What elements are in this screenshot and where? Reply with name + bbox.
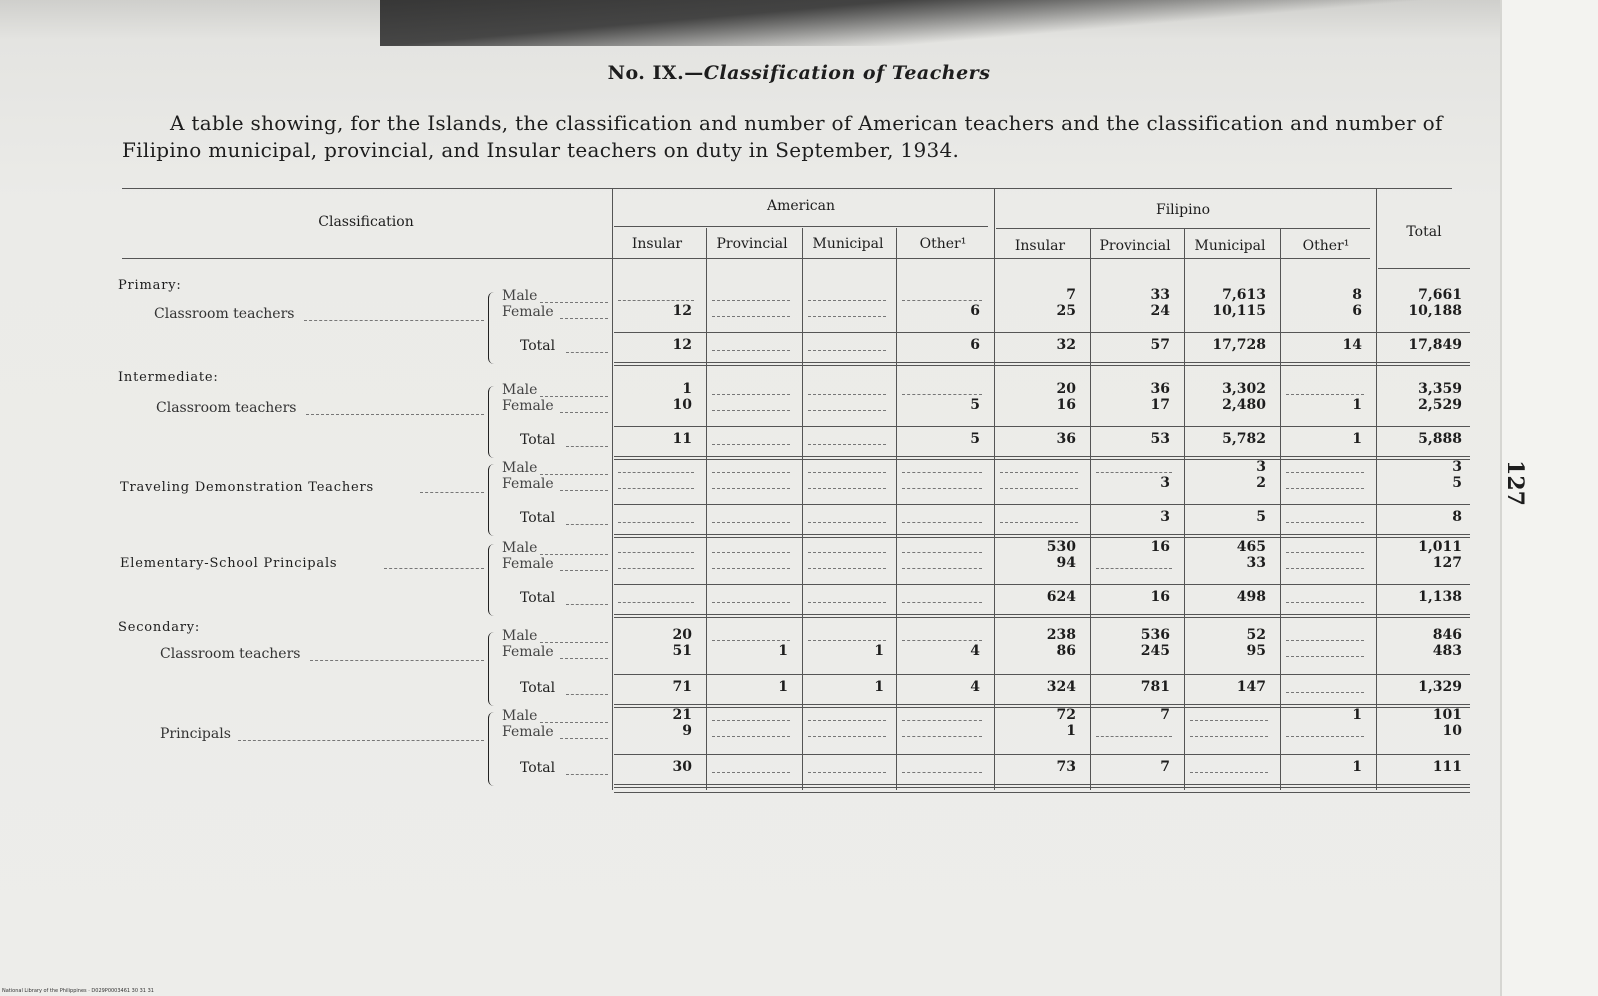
value-cell: 6	[970, 337, 980, 353]
empty-cell-dots	[1286, 692, 1364, 693]
empty-cell-dots	[1286, 736, 1364, 737]
value-cell: 5,888	[1418, 431, 1462, 447]
value-cell: 536	[1140, 627, 1170, 643]
value-cell: 1	[874, 643, 884, 659]
group-end-rule	[614, 704, 1470, 705]
empty-cell-dots	[712, 552, 790, 553]
empty-cell-dots	[902, 394, 982, 395]
value-cell: 16	[1150, 539, 1170, 555]
row-brace	[488, 544, 497, 616]
empty-cell-dots	[902, 488, 982, 489]
value-cell: 624	[1046, 589, 1076, 605]
section-heading-elementary: Elementary-School Principals	[120, 556, 338, 571]
total-header-rule	[1378, 268, 1470, 269]
table-bottom-rule	[614, 792, 1470, 793]
section-heading-secondary: Secondary:	[118, 620, 201, 635]
value-cell: 5	[1256, 509, 1266, 525]
value-cell: 7	[1066, 287, 1076, 303]
value-cell: 51	[672, 643, 692, 659]
row-label-male: Male	[502, 540, 538, 556]
value-cell: 1	[778, 679, 788, 695]
empty-cell-dots	[1096, 472, 1172, 473]
empty-cell-dots	[712, 350, 790, 351]
empty-cell-dots	[712, 488, 790, 489]
column-divider-am-0	[706, 228, 707, 790]
value-cell: 3	[1256, 459, 1266, 475]
value-cell: 36	[1150, 381, 1170, 397]
value-cell: 73	[1056, 759, 1076, 775]
empty-cell-dots	[712, 602, 790, 603]
value-cell: 10	[1442, 723, 1462, 739]
empty-cell-dots	[808, 316, 886, 317]
empty-cell-dots	[808, 640, 886, 641]
empty-cell-dots	[808, 522, 886, 523]
footer-note: National Library of the Philippines · D029P0003461 30 31 31	[2, 988, 154, 994]
value-cell: 1	[874, 679, 884, 695]
value-cell: 3	[1452, 459, 1462, 475]
value-cell: 8	[1452, 509, 1462, 525]
value-cell: 846	[1432, 627, 1462, 643]
row-brace	[488, 386, 497, 458]
value-cell: 32	[1056, 337, 1076, 353]
leader-dots	[238, 740, 484, 741]
value-cell: 17,849	[1408, 337, 1462, 353]
scan-edge-shadow	[380, 0, 1598, 46]
value-cell: 36	[1056, 431, 1076, 447]
page-number: 127	[1501, 460, 1528, 506]
value-cell: 781	[1140, 679, 1170, 695]
value-cell: 1,138	[1418, 589, 1462, 605]
row-label-total: Total	[520, 432, 556, 448]
row-label-male: Male	[502, 708, 538, 724]
empty-cell-dots	[808, 772, 886, 773]
column-divider-fil-2	[1280, 228, 1281, 790]
empty-cell-dots	[808, 410, 886, 411]
leader-dots	[540, 474, 608, 475]
value-cell: 1	[1352, 759, 1362, 775]
value-cell: 1	[1352, 397, 1362, 413]
sub-label-principals: Principals	[160, 726, 231, 742]
value-cell: 16	[1150, 589, 1170, 605]
section-heading-intermediate: Intermediate:	[118, 370, 219, 385]
empty-cell-dots	[808, 444, 886, 445]
value-cell: 5,782	[1222, 431, 1266, 447]
leader-dots	[560, 738, 608, 739]
empty-cell-dots	[1190, 736, 1268, 737]
row-label-female: Female	[502, 304, 554, 320]
value-cell: 10	[672, 397, 692, 413]
empty-cell-dots	[902, 552, 982, 553]
header-american-col: Insular	[631, 236, 683, 252]
header-classification: Classification	[318, 214, 414, 230]
empty-cell-dots	[808, 568, 886, 569]
leader-dots	[306, 414, 484, 415]
value-cell: 147	[1236, 679, 1266, 695]
empty-cell-dots	[1286, 640, 1364, 641]
leader-dots	[560, 570, 608, 571]
value-cell: 2	[1256, 475, 1266, 491]
value-cell: 71	[672, 679, 692, 695]
value-cell: 10,115	[1212, 303, 1266, 319]
group-end-rule-double	[614, 787, 1470, 788]
value-cell: 1	[778, 643, 788, 659]
empty-cell-dots	[1286, 656, 1364, 657]
empty-cell-dots	[808, 488, 886, 489]
header-filipino-col: Other¹	[1302, 238, 1350, 254]
value-cell: 3,359	[1418, 381, 1462, 397]
empty-cell-dots	[808, 300, 886, 301]
value-cell: 24	[1150, 303, 1170, 319]
empty-cell-dots	[808, 552, 886, 553]
empty-cell-dots	[712, 522, 790, 523]
empty-cell-dots	[1286, 552, 1364, 553]
value-cell: 7	[1160, 707, 1170, 723]
value-cell: 1,329	[1418, 679, 1462, 695]
value-cell: 324	[1046, 679, 1076, 695]
row-label-female: Female	[502, 724, 554, 740]
empty-cell-dots	[808, 472, 886, 473]
empty-cell-dots	[712, 472, 790, 473]
header-american-col: Provincial	[716, 236, 788, 252]
empty-cell-dots	[1286, 568, 1364, 569]
row-brace	[488, 712, 497, 786]
american-header-rule	[614, 226, 988, 227]
empty-cell-dots	[902, 472, 982, 473]
row-label-total: Total	[520, 510, 556, 526]
empty-cell-dots	[1286, 602, 1364, 603]
value-cell: 245	[1140, 643, 1170, 659]
column-divider-fil-0	[1090, 228, 1091, 790]
empty-cell-dots	[712, 736, 790, 737]
value-cell: 1	[1066, 723, 1076, 739]
value-cell: 465	[1236, 539, 1266, 555]
value-cell: 12	[672, 337, 692, 353]
value-cell: 6	[970, 303, 980, 319]
row-label-total: Total	[520, 338, 556, 354]
section-heading-traveling: Traveling Demonstration Teachers	[120, 480, 374, 495]
value-cell: 2,480	[1222, 397, 1266, 413]
value-cell: 53	[1150, 431, 1170, 447]
empty-cell-dots	[902, 640, 982, 641]
leader-dots	[566, 352, 608, 353]
group-end-rule-double	[614, 365, 1470, 366]
empty-cell-dots	[1190, 720, 1268, 721]
value-cell: 20	[672, 627, 692, 643]
value-cell: 12	[672, 303, 692, 319]
value-cell: 33	[1246, 555, 1266, 571]
empty-cell-dots	[712, 316, 790, 317]
leader-dots	[566, 774, 608, 775]
value-cell: 7	[1160, 759, 1170, 775]
header-bottom-rule	[122, 258, 1370, 259]
value-cell: 483	[1432, 643, 1462, 659]
table-top-rule	[122, 188, 1452, 189]
empty-cell-dots	[1000, 472, 1078, 473]
leader-dots	[540, 642, 608, 643]
value-cell: 3	[1160, 475, 1170, 491]
header-american: American	[766, 198, 836, 214]
column-divider-total	[1376, 188, 1377, 790]
group-end-rule	[614, 784, 1470, 785]
value-cell: 2,529	[1418, 397, 1462, 413]
empty-cell-dots	[1190, 772, 1268, 773]
row-label-female: Female	[502, 556, 554, 572]
empty-cell-dots	[902, 736, 982, 737]
leader-dots	[566, 524, 608, 525]
value-cell: 33	[1150, 287, 1170, 303]
filipino-header-rule	[996, 228, 1370, 229]
empty-cell-dots	[902, 772, 982, 773]
empty-cell-dots	[902, 720, 982, 721]
empty-cell-dots	[808, 720, 886, 721]
value-cell: 6	[1352, 303, 1362, 319]
value-cell: 11	[672, 431, 692, 447]
group-end-rule	[614, 614, 1470, 615]
empty-cell-dots	[1286, 522, 1364, 523]
row-label-male: Male	[502, 288, 538, 304]
value-cell: 3	[1160, 509, 1170, 525]
empty-cell-dots	[902, 602, 982, 603]
leader-dots	[310, 660, 484, 661]
value-cell: 5	[970, 431, 980, 447]
value-cell: 14	[1342, 337, 1362, 353]
row-label-total: Total	[520, 590, 556, 606]
subtotal-rule	[614, 754, 1470, 755]
value-cell: 498	[1236, 589, 1266, 605]
value-cell: 16	[1056, 397, 1076, 413]
empty-cell-dots	[1096, 568, 1172, 569]
header-american-col: Municipal	[812, 236, 884, 252]
value-cell: 4	[970, 679, 980, 695]
value-cell: 94	[1056, 555, 1076, 571]
leader-dots	[540, 302, 608, 303]
group-end-rule-double	[614, 459, 1470, 460]
row-label-male: Male	[502, 382, 538, 398]
value-cell: 8	[1352, 287, 1362, 303]
value-cell: 3,302	[1222, 381, 1266, 397]
empty-cell-dots	[712, 410, 790, 411]
empty-cell-dots	[808, 736, 886, 737]
empty-cell-dots	[618, 602, 694, 603]
leader-dots	[566, 694, 608, 695]
value-cell: 1	[1352, 431, 1362, 447]
subtotal-rule	[614, 674, 1470, 675]
value-cell: 1	[682, 381, 692, 397]
value-cell: 21	[672, 707, 692, 723]
row-label-female: Female	[502, 644, 554, 660]
empty-cell-dots	[618, 472, 694, 473]
empty-cell-dots	[1286, 488, 1364, 489]
leader-dots	[540, 396, 608, 397]
page-title	[0, 62, 1598, 84]
leader-dots	[420, 492, 484, 493]
value-cell: 30	[672, 759, 692, 775]
empty-cell-dots	[808, 602, 886, 603]
row-label-female: Female	[502, 476, 554, 492]
value-cell: 7,661	[1418, 287, 1462, 303]
sub-label-intermediate: Classroom teachers	[156, 400, 297, 416]
header-filipino-col: Municipal	[1194, 238, 1266, 254]
column-divider-american-filipino	[994, 188, 995, 790]
value-cell: 1,011	[1418, 539, 1462, 555]
empty-cell-dots	[902, 568, 982, 569]
empty-cell-dots	[618, 488, 694, 489]
empty-cell-dots	[1096, 736, 1172, 737]
sub-label-primary: Classroom teachers	[154, 306, 295, 322]
value-cell: 530	[1046, 539, 1076, 555]
intro-paragraph: A table showing, for the Islands, the classification and number of American teachers and the classification and number of Filipino municipal, provincial, and Insular teachers on duty in September, 1934.	[122, 111, 1443, 162]
empty-cell-dots	[902, 300, 982, 301]
empty-cell-dots	[712, 640, 790, 641]
empty-cell-dots	[618, 522, 694, 523]
value-cell: 52	[1246, 627, 1266, 643]
empty-cell-dots	[1286, 472, 1364, 473]
empty-cell-dots	[902, 522, 982, 523]
row-label-total: Total	[520, 760, 556, 776]
header-american-col: Other¹	[919, 236, 967, 252]
subtotal-rule	[614, 426, 1470, 427]
value-cell: 72	[1056, 707, 1076, 723]
empty-cell-dots	[808, 350, 886, 351]
column-divider-am-2	[896, 228, 897, 790]
value-cell: 17,728	[1212, 337, 1266, 353]
row-label-male: Male	[502, 460, 538, 476]
value-cell: 111	[1432, 759, 1462, 775]
value-cell: 57	[1150, 337, 1170, 353]
empty-cell-dots	[808, 394, 886, 395]
value-cell: 4	[970, 643, 980, 659]
empty-cell-dots	[618, 568, 694, 569]
subtotal-rule	[614, 504, 1470, 505]
value-cell: 25	[1056, 303, 1076, 319]
empty-cell-dots	[712, 772, 790, 773]
title-italic: Classification of Teachers	[703, 62, 991, 84]
empty-cell-dots	[1000, 488, 1078, 489]
value-cell: 5	[970, 397, 980, 413]
leader-dots	[560, 490, 608, 491]
leader-dots	[566, 446, 608, 447]
group-end-rule-double	[614, 537, 1470, 538]
empty-cell-dots	[712, 394, 790, 395]
leader-dots	[566, 604, 608, 605]
value-cell: 10,188	[1408, 303, 1462, 319]
group-end-rule	[614, 362, 1470, 363]
empty-cell-dots	[712, 720, 790, 721]
value-cell: 17	[1150, 397, 1170, 413]
leader-dots	[540, 554, 608, 555]
row-label-total: Total	[520, 680, 556, 696]
value-cell: 1	[1352, 707, 1362, 723]
row-brace	[488, 292, 497, 364]
leader-dots	[384, 568, 484, 569]
leader-dots	[560, 658, 608, 659]
empty-cell-dots	[712, 568, 790, 569]
group-end-rule	[614, 456, 1470, 457]
value-cell: 101	[1432, 707, 1462, 723]
subtotal-rule	[614, 332, 1470, 333]
header-total: Total	[1406, 224, 1442, 240]
leader-dots	[540, 722, 608, 723]
value-cell: 238	[1046, 627, 1076, 643]
value-cell: 7,613	[1222, 287, 1266, 303]
empty-cell-dots	[712, 444, 790, 445]
subtotal-rule	[614, 584, 1470, 585]
column-divider-fil-1	[1184, 228, 1185, 790]
column-divider-classification	[612, 188, 613, 790]
group-end-rule-double	[614, 617, 1470, 618]
leader-dots	[304, 320, 484, 321]
empty-cell-dots	[618, 300, 694, 301]
value-cell: 20	[1056, 381, 1076, 397]
empty-cell-dots	[712, 300, 790, 301]
header-filipino: Filipino	[1155, 202, 1211, 218]
leader-dots	[560, 412, 608, 413]
section-heading-primary: Primary:	[118, 278, 182, 293]
title-prefix: No. IX.—	[607, 62, 704, 84]
row-label-male: Male	[502, 628, 538, 644]
value-cell: 5	[1452, 475, 1462, 491]
value-cell: 127	[1432, 555, 1462, 571]
value-cell: 9	[682, 723, 692, 739]
sub-label-secondary: Classroom teachers	[160, 646, 301, 662]
value-cell: 95	[1246, 643, 1266, 659]
group-end-rule	[614, 534, 1470, 535]
row-brace	[488, 632, 497, 706]
value-cell: 86	[1056, 643, 1076, 659]
column-divider-am-1	[802, 228, 803, 790]
header-filipino-col: Provincial	[1099, 238, 1171, 254]
header-filipino-col: Insular	[1014, 238, 1066, 254]
row-brace	[488, 464, 497, 536]
empty-cell-dots	[618, 552, 694, 553]
leader-dots	[560, 318, 608, 319]
empty-cell-dots	[1000, 522, 1078, 523]
row-label-female: Female	[502, 398, 554, 414]
empty-cell-dots	[1286, 394, 1364, 395]
